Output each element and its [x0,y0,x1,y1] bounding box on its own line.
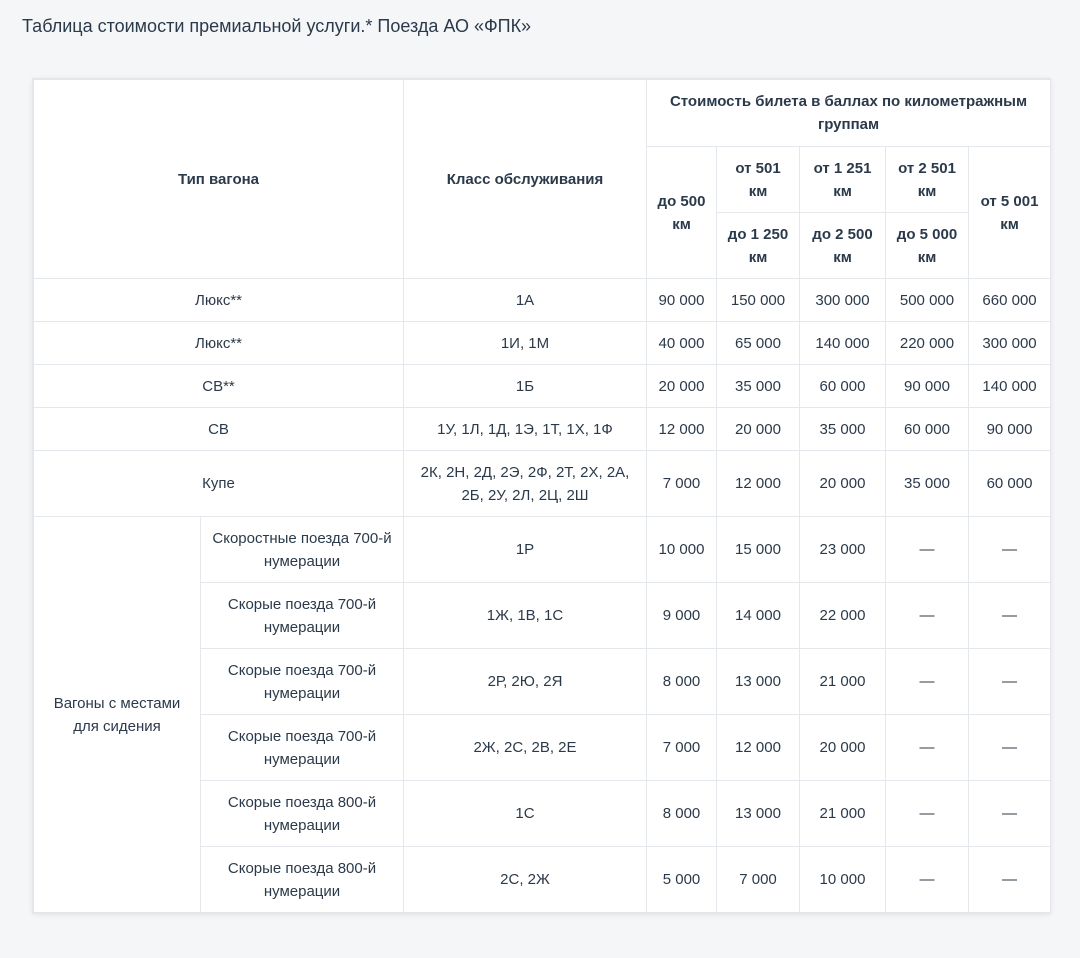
service-class-cell: 2С, 2Ж [404,847,647,913]
price-cell: 15 000 [717,517,800,583]
price-cell: 60 000 [886,408,969,451]
table-row [34,451,1051,517]
header-service-class: Класс обслуживания [404,80,647,279]
header-group-3-from: от 1 251 км [800,147,886,213]
car-type-cell: Люкс** [34,279,404,322]
price-cell: 20 000 [800,451,886,517]
price-cell: — [969,583,1051,649]
seating-group-cell: Вагоны с местами для сидения [34,517,201,913]
price-cell: 13 000 [717,781,800,847]
price-cell: 20 000 [647,365,717,408]
table-row [34,365,1051,408]
price-table-card [33,79,1050,913]
table-row [34,408,1051,451]
header-group-3-to: до 2 500 км [800,213,886,279]
price-cell: 90 000 [969,408,1051,451]
header-group-2-to: до 1 250 км [717,213,800,279]
table-row [34,279,1051,322]
price-cell: 21 000 [800,781,886,847]
service-class-cell: 1Б [404,365,647,408]
price-cell: 65 000 [717,322,800,365]
service-class-cell: 1С [404,781,647,847]
price-table [33,79,1051,913]
price-cell: 7 000 [647,451,717,517]
price-cell: 660 000 [969,279,1051,322]
price-cell: 60 000 [800,365,886,408]
price-cell: 60 000 [969,451,1051,517]
service-class-cell: 1Р [404,517,647,583]
price-cell: 23 000 [800,517,886,583]
car-type-cell: Купе [34,451,404,517]
car-type-cell: СВ** [34,365,404,408]
header-group-4-from: от 2 501 км [886,147,969,213]
service-class-cell: 1Ж, 1В, 1С [404,583,647,649]
price-cell: 90 000 [886,365,969,408]
price-cell: 140 000 [969,365,1051,408]
header-group-1: до 500 км [647,147,717,279]
subtype-cell: Скоростные поезда 700-й нумерации [201,517,404,583]
page-title: Таблица стоимости премиальной услуги.* Поезда АО «ФПК» [22,16,532,36]
price-cell: 40 000 [647,322,717,365]
subtype-cell: Скорые поезда 700-й нумерации [201,649,404,715]
header-price-group: Стоимость билета в баллах по километражным группам [647,80,1051,147]
price-cell: — [886,649,969,715]
price-cell: — [969,649,1051,715]
subtype-cell: Скорые поезда 700-й нумерации [201,583,404,649]
price-cell: 10 000 [647,517,717,583]
price-cell: 21 000 [800,649,886,715]
header-group-5: от 5 001 км [969,147,1051,279]
price-cell: — [969,517,1051,583]
price-cell: 12 000 [647,408,717,451]
subtype-cell: Скорые поезда 700-й нумерации [201,715,404,781]
price-cell: 20 000 [717,408,800,451]
price-cell: — [969,781,1051,847]
price-cell: 5 000 [647,847,717,913]
price-cell: 10 000 [800,847,886,913]
price-cell: 35 000 [886,451,969,517]
price-cell: — [886,517,969,583]
price-cell: 150 000 [717,279,800,322]
service-class-cell: 1И, 1М [404,322,647,365]
price-cell: 140 000 [800,322,886,365]
header-car-type: Тип вагона [34,80,404,279]
price-cell: 14 000 [717,583,800,649]
car-type-cell: СВ [34,408,404,451]
price-cell: — [969,715,1051,781]
price-cell: 500 000 [886,279,969,322]
service-class-cell: 2Р, 2Ю, 2Я [404,649,647,715]
price-cell: — [886,715,969,781]
service-class-cell: 2К, 2Н, 2Д, 2Э, 2Ф, 2Т, 2Х, 2А, 2Б, 2У, 2Л, 2Ц, 2Ш [404,451,647,517]
price-cell: 20 000 [800,715,886,781]
car-type-cell: Люкс** [34,322,404,365]
price-cell: 220 000 [886,322,969,365]
price-cell: 9 000 [647,583,717,649]
price-cell: 90 000 [647,279,717,322]
price-cell: 12 000 [717,451,800,517]
price-cell: 7 000 [647,715,717,781]
price-cell: — [886,583,969,649]
price-cell: 12 000 [717,715,800,781]
header-group-2-from: от 501 км [717,147,800,213]
price-cell: — [886,847,969,913]
service-class-cell: 1У, 1Л, 1Д, 1Э, 1Т, 1Х, 1Ф [404,408,647,451]
service-class-cell: 1А [404,279,647,322]
price-cell: 300 000 [969,322,1051,365]
table-row [34,322,1051,365]
service-class-cell: 2Ж, 2С, 2В, 2Е [404,715,647,781]
price-cell: 300 000 [800,279,886,322]
table-row [34,517,1051,583]
subtype-cell: Скорые поезда 800-й нумерации [201,847,404,913]
price-cell: — [886,781,969,847]
price-cell: 35 000 [717,365,800,408]
price-cell: 7 000 [717,847,800,913]
header-group-4-to: до 5 000 км [886,213,969,279]
subtype-cell: Скорые поезда 800-й нумерации [201,781,404,847]
header-row-1 [34,80,1051,147]
price-cell: 8 000 [647,649,717,715]
price-cell: 13 000 [717,649,800,715]
price-cell: 35 000 [800,408,886,451]
price-cell: 8 000 [647,781,717,847]
price-cell: — [969,847,1051,913]
price-cell: 22 000 [800,583,886,649]
